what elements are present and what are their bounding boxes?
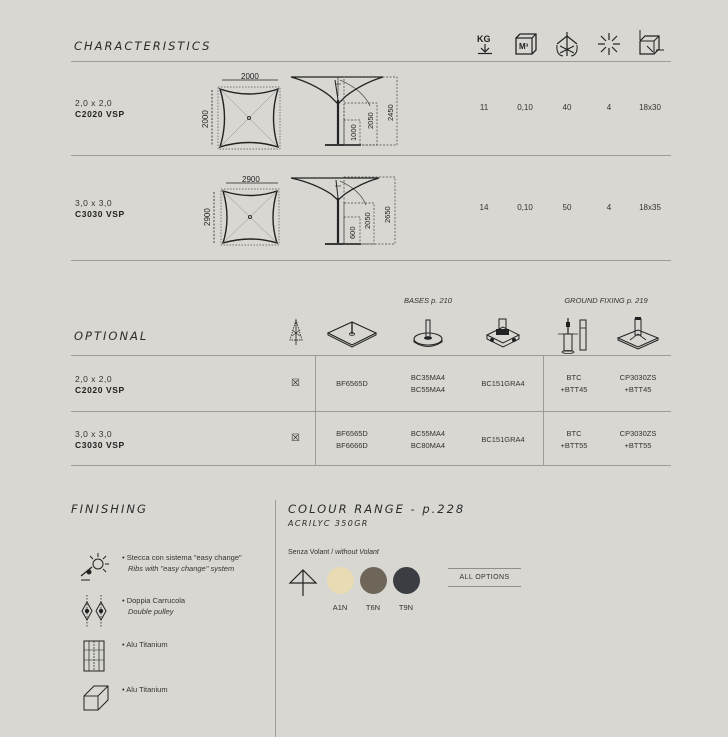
svg-text:600: 600	[348, 226, 357, 239]
wind-value: 50	[562, 203, 572, 212]
ground-code: CP3030ZS	[619, 429, 657, 438]
all-options-button[interactable]: ALL OPTIONS	[448, 568, 521, 587]
ground-socket-icon	[558, 316, 590, 356]
svg-text:2000: 2000	[201, 110, 210, 128]
umbrella-without-volant-icon	[288, 566, 320, 598]
characteristics-title: CHARACTERISTICS	[74, 39, 212, 53]
swatch-label: T9N	[398, 603, 414, 612]
easy-change-ribs-icon	[78, 550, 112, 584]
variant-en: without Volant	[335, 549, 379, 556]
svg-text:M³: M³	[519, 42, 529, 51]
colour-range-title: COLOUR RANGE - p.228	[288, 502, 466, 516]
base-code: BF6565D	[336, 429, 368, 438]
base-code: BC55MA4	[410, 385, 446, 394]
svg-text:KG: KG	[477, 34, 491, 44]
finishing-item-line2: Double pulley	[128, 607, 174, 616]
variant-it: Senza Volant	[288, 549, 330, 556]
ground-fixing-label: GROUND FIXING p. 219	[564, 296, 648, 305]
finishing-item-line1: • Alu Titanium	[122, 685, 168, 694]
weight-value: 14	[479, 203, 489, 212]
swatch-t6n[interactable]	[360, 567, 387, 594]
ground-code: CP3030ZS	[619, 373, 657, 382]
ribs-value: 4	[606, 203, 612, 212]
volume-value: 0,10	[517, 103, 533, 112]
package-value: 18x35	[639, 203, 661, 212]
ground-code: +BTT55	[560, 441, 588, 450]
base-code: BF6565D	[336, 379, 368, 388]
ground-code: BTC	[566, 373, 582, 382]
base-code: BC55MA4	[410, 429, 446, 438]
alu-titanium-profile-icon	[82, 684, 110, 712]
model-label: C2020 VSP	[75, 385, 125, 395]
variant-label	[288, 549, 379, 556]
svg-text:2650: 2650	[383, 206, 392, 223]
colour-range-subtitle: ACRILYC 350GR	[288, 519, 369, 528]
divider	[71, 155, 671, 156]
divider	[71, 355, 671, 356]
flat-base-icon	[326, 318, 378, 350]
wind-resistance-icon	[555, 31, 579, 57]
divider	[275, 500, 276, 737]
wind-value: 40	[562, 103, 572, 112]
svg-text:2900: 2900	[203, 208, 212, 226]
divider	[71, 61, 671, 62]
ground-code: +BTT45	[560, 385, 588, 394]
cover-checkbox: ☒	[291, 433, 300, 444]
umbrella-cover-icon	[287, 318, 305, 346]
dimension-drawing	[198, 168, 408, 250]
wheeled-base-icon	[484, 315, 522, 351]
m3-volume-icon	[514, 32, 538, 56]
package-value: 18x30	[639, 103, 661, 112]
finishing-item-line1: • Doppia Carrucola	[122, 596, 186, 605]
finishing-item-line2: Ribs with "easy change" system	[128, 564, 235, 573]
size-label: 3,0 x 3,0	[75, 429, 113, 439]
double-pulley-icon	[79, 594, 111, 628]
swatch-label: T6N	[365, 603, 381, 612]
finishing-title: FINISHING	[71, 502, 148, 516]
base-code: BC151GRA4	[481, 435, 525, 444]
kg-weight-icon	[474, 32, 496, 56]
swatch-a1n[interactable]	[327, 567, 354, 594]
ribs-icon	[597, 32, 621, 56]
model-label: C3030 VSP	[75, 440, 125, 450]
ground-code: BTC	[566, 429, 582, 438]
size-label: 3,0 x 3,0	[75, 198, 113, 208]
model-label: C3030 VSP	[75, 209, 125, 219]
swatch-label: A1N	[332, 603, 348, 612]
divider	[71, 260, 671, 261]
packaging-icon	[637, 29, 665, 57]
divider	[71, 465, 671, 466]
alu-titanium-pole-icon	[82, 640, 106, 672]
svg-text:2050: 2050	[363, 212, 372, 229]
ground-code: +BTT45	[624, 385, 652, 394]
round-base-icon	[411, 317, 445, 351]
variant-separator: /	[329, 549, 336, 556]
swatch-t9n[interactable]	[393, 567, 420, 594]
model-label: C2020 VSP	[75, 109, 125, 119]
ribs-value: 4	[606, 103, 612, 112]
size-label: 2,0 x 2,0	[75, 374, 113, 384]
svg-text:2900: 2900	[242, 175, 260, 184]
cover-checkbox: ☒	[291, 378, 300, 389]
weight-value: 11	[479, 103, 489, 112]
volume-value: 0,10	[517, 203, 533, 212]
size-label: 2,0 x 2,0	[75, 98, 113, 108]
svg-text:2050: 2050	[366, 112, 375, 129]
bases-label: BASES p. 210	[404, 296, 452, 305]
base-code: BF6666D	[336, 441, 368, 450]
dimension-drawing	[198, 70, 408, 152]
finishing-item-line1: • Stecca con sistema "easy change"	[122, 553, 242, 562]
plate-fixing-icon	[616, 316, 660, 352]
svg-text:2450: 2450	[386, 104, 395, 121]
svg-text:1000: 1000	[349, 124, 358, 141]
ground-code: +BTT55	[624, 441, 652, 450]
divider	[71, 411, 671, 412]
optional-title: OPTIONAL	[74, 329, 149, 343]
base-code: BC80MA4	[410, 441, 446, 450]
svg-text:2000: 2000	[241, 72, 259, 81]
base-code: BC35MA4	[410, 373, 446, 382]
base-code: BC151GRA4	[481, 379, 525, 388]
finishing-item-line1: • Alu Titanium	[122, 640, 168, 649]
